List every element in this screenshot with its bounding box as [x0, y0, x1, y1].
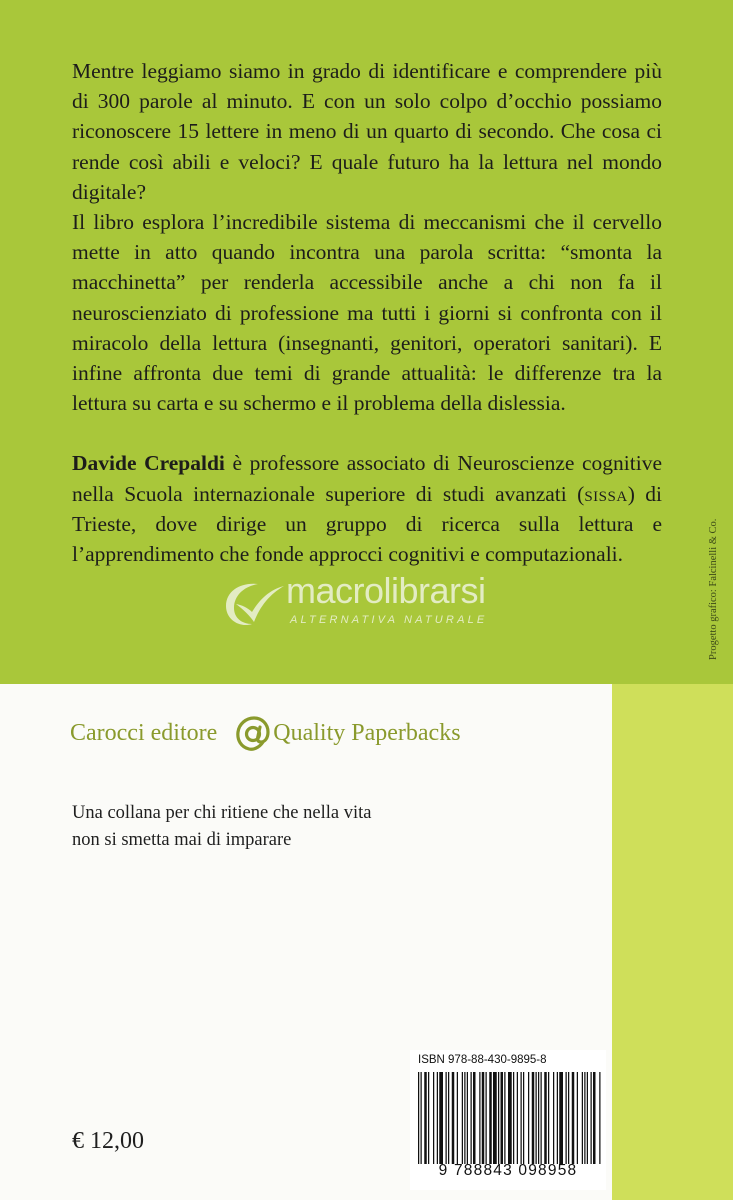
tagline-line-2: non si smetta mai di imparare — [72, 830, 292, 850]
author-bio — [72, 448, 662, 569]
barcode-bar — [462, 1072, 463, 1164]
watermark-name: macrolibrarsi — [286, 570, 486, 611]
barcode-bar — [473, 1072, 476, 1164]
barcode-bar — [424, 1072, 427, 1164]
at-sign-icon — [233, 714, 273, 754]
barcode-bar — [572, 1072, 575, 1164]
barcode-bar — [418, 1072, 419, 1164]
barcode-bar — [446, 1072, 447, 1164]
barcode-bar — [486, 1072, 487, 1164]
barcode-bar — [548, 1072, 549, 1164]
barcode-bar — [536, 1072, 537, 1164]
barcode-bar — [568, 1072, 569, 1164]
blurb-paragraph-2: Il libro esplora l’incredibile sistema di meccanismi che il cervello mette in atto quando incontra una parola scritta: “smonta la macchinetta” per renderla accessibile anche a chi non fa il neuroscienziato di professione ma tutti i giorni si confronta con il miracolo della lettura (insegnanti, genitori, operatori sanitari). E infine affronta due temi di grande attualità: le differenze tra la lettura su carta e su schermo e il problema della dislessia. — [72, 210, 662, 416]
barcode-bar — [566, 1072, 567, 1164]
barcode-bar — [428, 1072, 429, 1164]
barcode-bar — [521, 1072, 522, 1164]
barcode-bar — [448, 1072, 449, 1164]
barcode-bar — [517, 1072, 518, 1164]
barcode-bar — [523, 1072, 524, 1164]
barcode-bar — [513, 1072, 514, 1164]
barcode-bar — [433, 1072, 434, 1164]
barcode-bar — [471, 1072, 472, 1164]
barcode-bar — [498, 1072, 499, 1164]
watermark-tagline: ALTERNATIVA NATURALE — [290, 614, 488, 626]
watermark — [220, 568, 530, 638]
barcode-bar — [557, 1072, 558, 1164]
barcode-bar — [559, 1072, 563, 1164]
barcode-bar — [439, 1072, 443, 1164]
barcode-bar — [437, 1072, 438, 1164]
barcode-bar — [457, 1072, 458, 1164]
barcode-bar — [479, 1072, 480, 1164]
barcode-bar — [421, 1072, 422, 1164]
tagline-line-1: Una collana per chi ritiene che nella vita — [72, 803, 372, 823]
blurb-text — [72, 56, 662, 569]
author-bio-text-2: ) di Trieste, dove dirige un gruppo di ricerca sulla lettura e l’apprendimento che fonde approcci cognitivi e computazionali. — [72, 481, 662, 567]
barcode-bar — [577, 1072, 578, 1164]
design-credit: Progetto grafico: Falcinelli & Co. — [708, 518, 719, 660]
barcode-bar — [587, 1072, 588, 1164]
barcode-bar — [464, 1072, 465, 1164]
barcode-bar — [467, 1072, 468, 1164]
barcode-bar — [599, 1072, 600, 1164]
barcode-bar — [501, 1072, 504, 1164]
barcode-bar — [584, 1072, 585, 1164]
price: € 12,00 — [72, 1128, 144, 1154]
barcode-bar — [532, 1072, 535, 1164]
barcode-bar — [489, 1072, 492, 1164]
author-bio-abbr: sissa — [584, 481, 628, 506]
barcode-bar — [593, 1072, 596, 1164]
barcode-digits: 9 788843 098958 — [438, 1162, 578, 1179]
barcode-bar — [544, 1072, 547, 1164]
leaf-swoosh-icon — [220, 576, 288, 630]
series-tagline — [72, 800, 371, 854]
barcode-bar — [538, 1072, 539, 1164]
author-bio-text-1: è professore associato di Neuroscienze cognitive nella Scuola internazionale superiore di studi avanzati ( — [72, 451, 662, 506]
barcode-bar — [504, 1072, 505, 1164]
publisher-name: Carocci editore — [70, 720, 218, 746]
blurb-paragraph-1: Mentre leggiamo siamo in grado di identificare e comprendere più di 300 parole al minuto. E con un solo colpo d’occhio possiamo riconoscere 15 lettere in meno di un quarto di secondo. Che cosa ci rende così abili e veloci? E quale futuro ha la lettura nel mondo digitale? — [72, 59, 662, 204]
series-name: Quality Paperbacks — [273, 720, 461, 746]
barcode-bar — [482, 1072, 485, 1164]
barcode-bar — [493, 1072, 497, 1164]
accent-band — [612, 684, 733, 1200]
barcode-bar — [528, 1072, 529, 1164]
barcode-bar — [452, 1072, 455, 1164]
barcode-bar — [553, 1072, 554, 1164]
barcode-bar — [508, 1072, 512, 1164]
isbn-label: ISBN 978-88-430-9895-8 — [418, 1054, 547, 1066]
author-name: Davide Crepaldi — [72, 451, 225, 476]
barcode-bar — [541, 1072, 542, 1164]
barcode-bars-icon — [416, 1072, 602, 1164]
barcode-bar — [582, 1072, 583, 1164]
barcode-bar — [591, 1072, 592, 1164]
